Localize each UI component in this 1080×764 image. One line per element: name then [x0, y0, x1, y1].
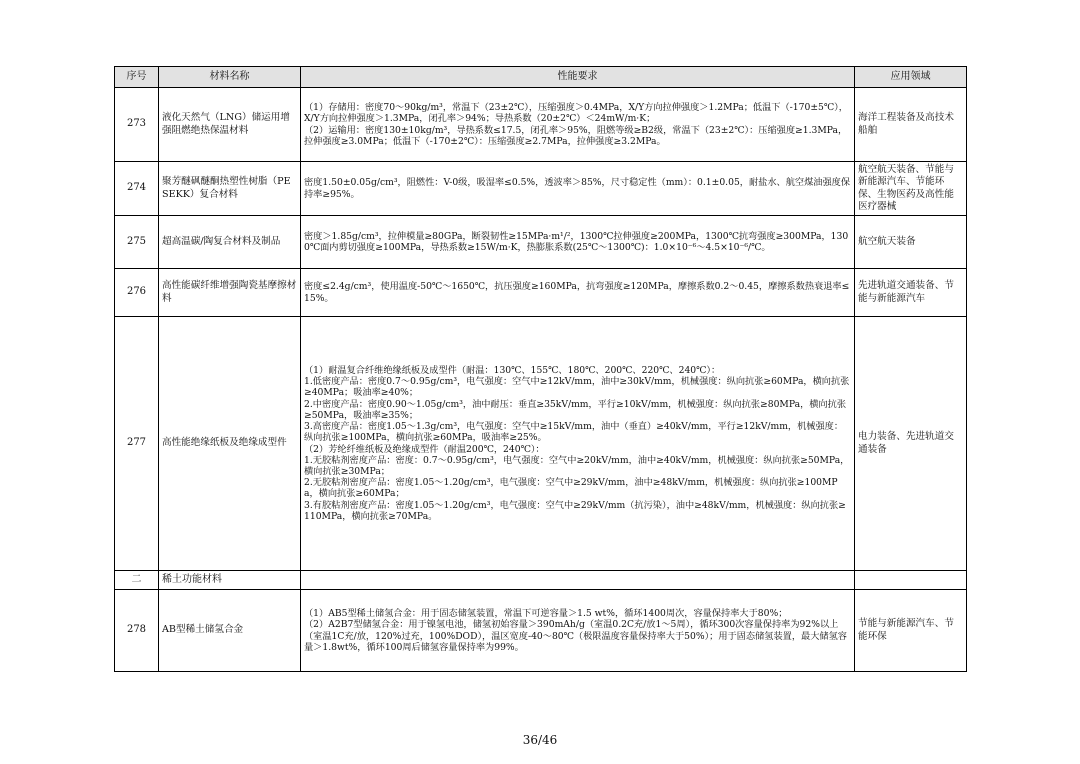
material-name: 高性能绝缘纸板及绝缘成型件: [159, 317, 301, 571]
header-material-name: 材料名称: [159, 67, 301, 88]
row-number: 277: [115, 317, 159, 571]
row-number: 275: [115, 216, 159, 269]
performance-line: 密度＞1.85g/cm³，拉伸模量≥80GPa，断裂韧性≥15MPa·m¹/²，1300℃拉伸强度≥200MPa，1300℃抗弯强度≥300MPa，1300℃面内剪切强度≥100MPa，导热系数≥15W/m·K，热膨胀系数(25℃～1300℃)：1.0×10⁻⁶～4.5×10⁻⁶/℃。: [304, 230, 849, 253]
material-name: 聚芳醚砜醚酮热塑性树脂（PESEKK）复合材料: [159, 162, 301, 216]
performance-line: 3.高密度产品：密度1.05～1.3g/cm³，电气强度：空气中≥15kV/mm，油中（垂直）≥40kV/mm，平行≥12kV/mm，机械强度：纵向抗张≥100MPa，横向抗张≥60MPa，吸油率≥25%。: [304, 421, 844, 444]
material-name: AB型稀土储氢合金: [159, 590, 301, 672]
performance-line: 密度1.50±0.05g/cm³，阻燃性：V-0级，吸湿率≤0.5%，透波率＞85%，尺寸稳定性（mm）：0.1±0.05，耐盐水、航空煤油强度保持率≥95%。: [304, 177, 851, 200]
section-row: [115, 571, 967, 590]
material-name: 超高温碳/陶复合材料及制品: [159, 216, 301, 269]
performance-cell: [301, 590, 855, 672]
performance-line: （1）耐温复合纤维绝缘纸板及成型件（耐温：130℃、155℃、180℃、200℃、220℃、240℃）：: [304, 364, 721, 376]
row-number: 273: [115, 88, 159, 162]
performance-line: （1）AB5型稀土储氢合金：用于固态储氢装置，常温下可逆容量＞1.5 wt%，循环1400周次，容量保持率大于80%；: [304, 608, 788, 620]
header-no: 序号: [115, 67, 159, 88]
performance-cell: [301, 88, 855, 162]
section-number: 二: [115, 571, 159, 590]
section-empty-cell: [855, 571, 967, 590]
performance-line: （2）芳纶纤维纸板及绝缘成型件（耐温200℃，240℃）：: [304, 443, 545, 455]
table-row: [115, 216, 967, 269]
performance-cell: [301, 162, 855, 216]
row-number: 274: [115, 162, 159, 216]
table-row: [115, 590, 967, 672]
application-field: 节能与新能源汽车、节能环保: [855, 590, 967, 672]
header-performance: 性能要求: [301, 67, 855, 88]
performance-line: 3.有胶粘剂密度产品：密度1.05～1.20g/cm³，电气强度：空气中≥29kV/mm（抗污染），油中≥48kV/mm，机械强度：纵向抗张≥110MPa，横向抗张≥70MPa。: [304, 499, 846, 522]
table-header-row: [115, 67, 967, 88]
performance-line: 1.低密度产品：密度0.7～0.95g/cm³，电气强度：空气中≥12kV/mm，油中≥30kV/mm，机械强度：纵向抗张≥60MPa，横向抗张≥40MPa；吸油率≥40%；: [304, 376, 850, 399]
application-field: 先进轨道交通装备、节能与新能源汽车: [855, 269, 967, 317]
material-name: 液化天然气（LNG）储运用增强阻燃绝热保温材料: [159, 88, 301, 162]
table-row: [115, 88, 967, 162]
performance-line: （1）存储用：密度70～90kg/m³，常温下（23±2℃），压缩强度＞0.4MPa，X/Y方向拉伸强度＞1.2MPa；低温下（-170±5℃），X/Y方向拉伸强度＞1.3MPa，闭孔率＞94%；导热系数（20±2℃）＜24mW/m·K；: [304, 102, 848, 125]
performance-line: 2.中密度产品：密度0.90～1.05g/cm³，油中耐压：垂直≥35kV/mm，平行≥10kV/mm，机械强度：纵向抗张≥80MPa，横向抗张≥50MPa，吸油率≥35%；: [304, 398, 847, 421]
row-number: 278: [115, 590, 159, 672]
table-row: [115, 162, 967, 216]
performance-requirements-table: [114, 66, 967, 672]
performance-cell: [301, 216, 855, 269]
application-field: 电力装备、先进轨道交通装备: [855, 317, 967, 571]
table-row: [115, 317, 967, 571]
application-field: 航空航天装备: [855, 216, 967, 269]
table-row: [115, 269, 967, 317]
material-name: 高性能碳纤维增强陶瓷基摩擦材料: [159, 269, 301, 317]
performance-line: （2）A2B7型储氢合金：用于镍氢电池，储氢初始容量＞390mAh/g（室温0.2C充/放1～5周），循环300次容量保持率为92%以上（室温1C充/放，120%过充，100%DOD），温区宽度-40～80℃（极限温度容量保持率大于50%）；用于固态储氢装置，最大储氢容量＞1.8wt%，循环100周后储氢容量保持率为99%。: [304, 619, 847, 653]
section-title: 稀土功能材料: [159, 571, 301, 590]
performance-cell: [301, 269, 855, 317]
performance-line: 1.无胶粘剂密度产品：密度：0.7～0.95g/cm³，电气强度：空气中≥20kV/mm，油中≥40kV/mm，机械强度：纵向抗张≥50MPa，横向抗张≥30MPa；: [304, 454, 850, 477]
application-field: 海洋工程装备及高技术船舶: [855, 88, 967, 162]
row-number: 276: [115, 269, 159, 317]
performance-line: （2）运输用：密度130±10kg/m³，导热系数≤17.5，闭孔率＞95%，阻燃等级≥B2级，常温下（23±2℃）：压缩强度≥1.3MPa，拉伸强度≥3.0MPa；低温下（-170±2℃）：压缩强度≥2.7MPa，拉伸强度≥3.2MPa。: [304, 124, 848, 147]
section-empty-cell: [301, 571, 855, 590]
performance-line: 2.无胶粘剂密度产品：密度1.05～1.20g/cm³，电气强度：空气中≥29kV/mm，油中≥48kV/mm，机械强度：纵向抗张≥100MPa，横向抗张≥60MPa；: [304, 477, 838, 500]
header-application: 应用领域: [855, 67, 967, 88]
performance-line: 密度≤2.4g/cm³，使用温度-50℃～1650℃，抗压强度≥160MPa，抗弯强度≥120MPa，摩擦系数0.2～0.45，摩擦系数热衰退率≤15%。: [304, 281, 850, 304]
page-number: 36/46: [522, 733, 558, 747]
application-field: 航空航天装备、节能与新能源汽车、节能环保、生物医药及高性能医疗器械: [855, 162, 967, 216]
performance-cell: [301, 317, 855, 571]
